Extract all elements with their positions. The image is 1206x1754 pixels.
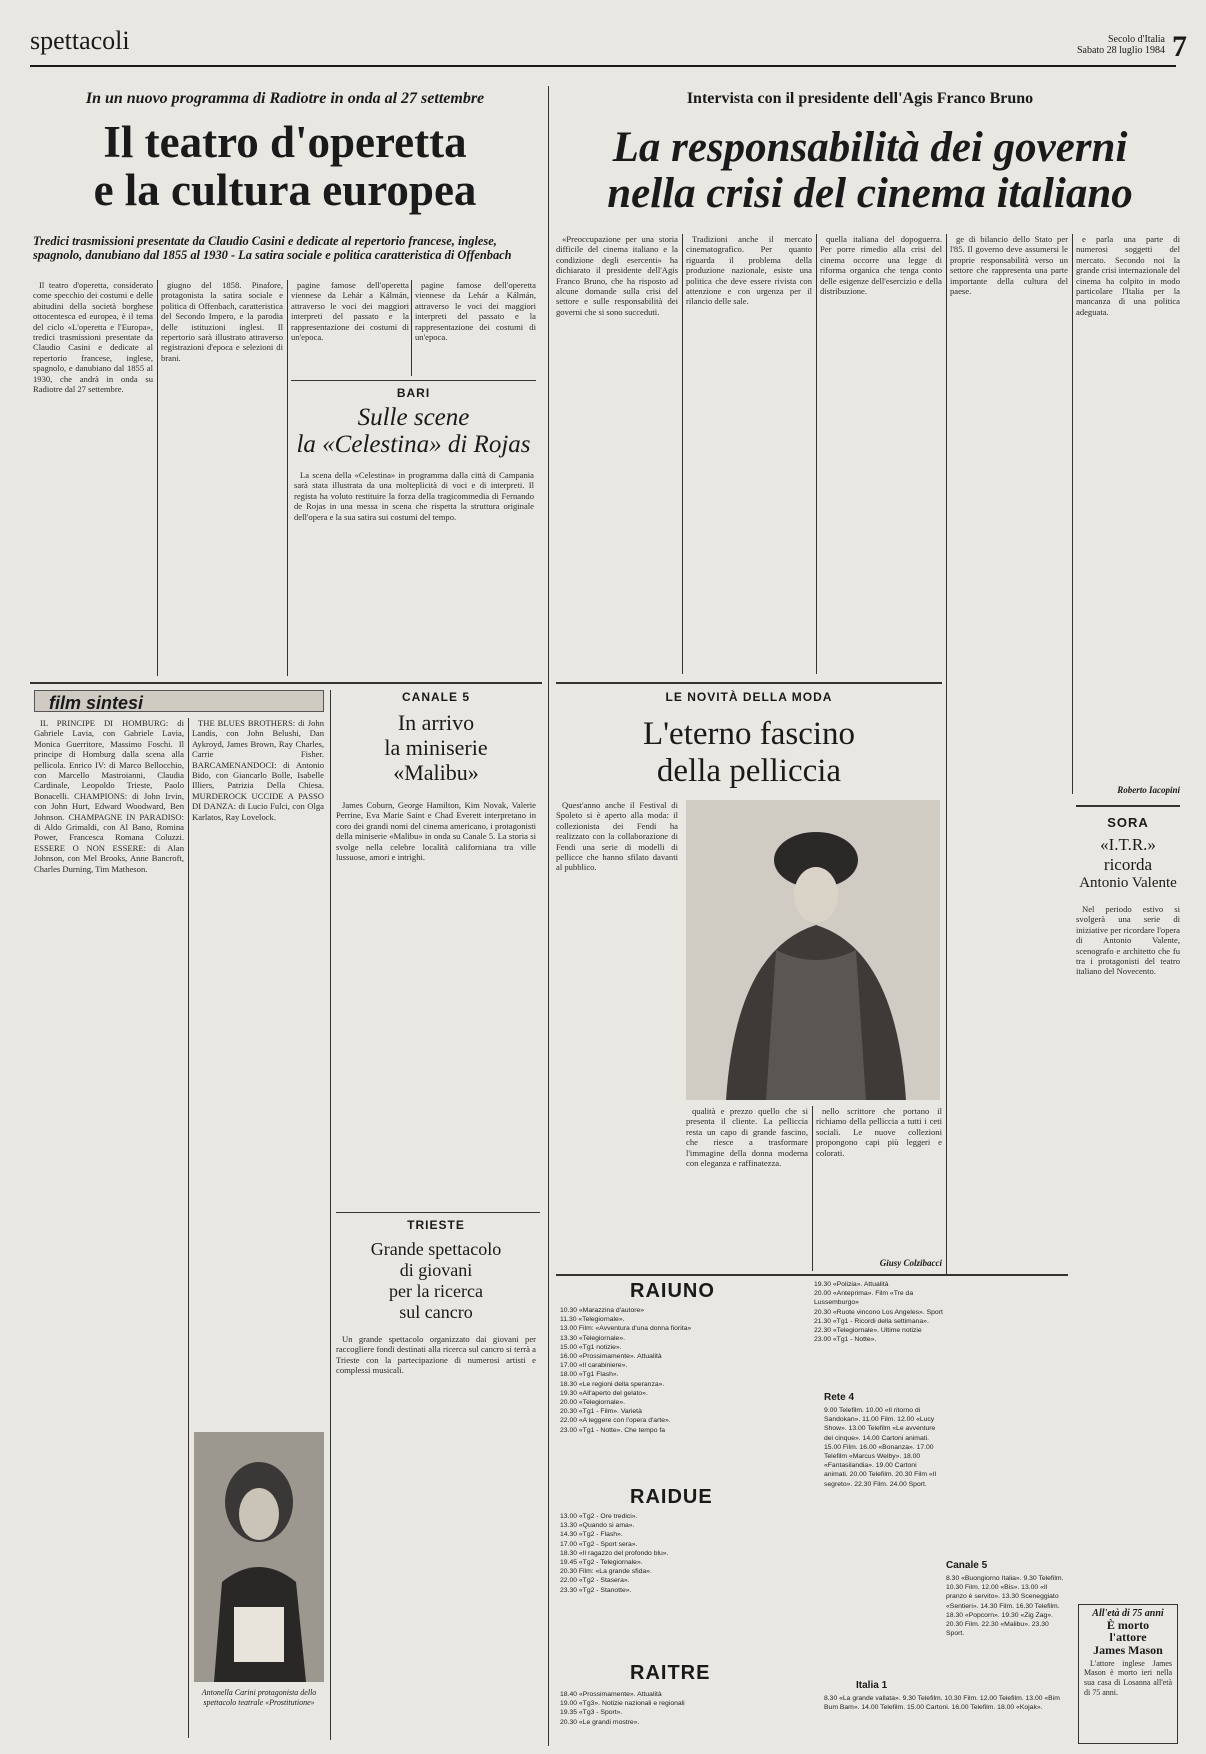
moda-col1: Quest'anno anche il Festival di Spoleto si è aperto alla moda: il collezionista dei Fendi ha realizzato con la collaborazione di Fendi una serie di modelli di pellicce che hanno sfilato davanti al pubblico.: [556, 800, 678, 873]
trieste-body: Un grande spettacolo organizzato dai giovani per raccogliere fondi destinati alla ricerca sul cancro si terrà a Trieste con la partecipazione di numerosi artisti e complessi musicali.: [336, 1334, 536, 1376]
raiuno-late-listing: 19.30 «Polizia». Attualità 20.00 «Anteprima». Film «Tre da Lussemburgo» 20.30 «Ruote vincono Los Angeles». Sport 21.30 «Tg1 - Ricordi della settimana». 22.30 «Telegiornale». Ultime notizie 23.00 «Tg1 - Notte».: [814, 1281, 943, 1344]
page-number: 7: [1172, 30, 1187, 63]
right-article-col1: «Preoccupazione per una storia difficile del cinema italiano e la condizione degli esercenti» ha dichiarato il presidente dell'Agis Franco Bruno, che ha risposto ad alcune domande sulla crisi del settore e sulle responsabilità dei governi che si sono succeduti.: [556, 234, 678, 317]
moda-headline-2: della pelliccia: [656, 753, 842, 789]
top-rule: [30, 65, 1176, 67]
right-article-col3: quella italiana del dopoguerra. Per porre rimedio alla crisi del cinema occorre una legge di riforma organica che tenga conto delle esigenze dell'esercizio e della distribuzione.: [820, 234, 942, 297]
film-sintesi-title: film sintesi: [34, 690, 324, 712]
mason-box: [1078, 1604, 1178, 1744]
trieste-headline-1: Grande spettacolo: [370, 1239, 502, 1259]
bari-headline-2: la «Celestina» di Rojas: [296, 431, 531, 458]
sora-headline-2: ricorda: [1103, 855, 1153, 874]
actress-photo-caption: Antonella Carini protagonista dello spettacolo teatrale «Prostitutione»: [201, 1688, 317, 1707]
canale5-listing: 8.30 «Buongiorno Italia». 9.30 Telefilm. 10.30 Film. 12.00 «Bis». 13.00 «Il pranzo è servito». 13.30 Sceneggiato «Sentieri». 14.30 Film. 16.30 Telefilm. 18.30 «Popcorn». 19.30 «Zig Zag». 20.30 Film. 22.30 «Malibu». 23.30 Sport.: [946, 1575, 1064, 1638]
right-article-col5: e parla una parte di numerosi soggetti del mercato. Secondo noi la grande crisi internazionale del cinema ha colpito in modo particolare l'Italia per la mancanza di una politica adeguata.: [1076, 234, 1180, 317]
raitre-logo: RAITRE: [630, 1662, 711, 1684]
canale5-tag: CANALE 5: [401, 690, 470, 704]
canale5-headline-1: In arrivo: [397, 710, 475, 735]
masthead-info: [1010, 34, 1165, 56]
moda-tag: LE NOVITÀ DELLA MODA: [665, 690, 833, 704]
mason-headline-4: James Mason: [1093, 1642, 1163, 1657]
raiuno-logo: RAIUNO: [630, 1280, 715, 1302]
right-kicker: Intervista con il presidente dell'Agis Franco Bruno: [686, 90, 1034, 107]
italia1-label: Italia 1: [856, 1680, 888, 1691]
actress-photo-illustration: [194, 1432, 324, 1682]
left-headline-1: Il teatro d'operetta: [103, 117, 467, 167]
canale5-listing-label: Canale 5: [946, 1560, 988, 1571]
right-article-col4: ge di bilancio dello Stato per l'85. Il governo deve assumersi le proprie responsabilità verso un settore che rappresenta una parte importante della cultura del paese.: [950, 234, 1068, 297]
issue-date: Sabato 28 luglio 1984: [1076, 45, 1165, 56]
left-article-col4: pagine famose dell'operetta viennese da Lehár a Kálmán, attraverso le voci dei maggiori interpreti del passato e la rappresentazione dei costumi di un'epoca.: [415, 280, 536, 343]
left-article-col2: giugno del 1858. Pinafore, protagonista la satira sociale e politica di Offenbach, caratteristica del Secondo Impero, e la parodia delle istituzioni inglesi. Il repertorio sarà illustrato attraverso registrazioni d'epoca e selezioni di brani.: [161, 280, 283, 363]
mason-headline-2: È morto: [1106, 1618, 1150, 1633]
moda-signature: Giusy Colzibacci: [879, 1258, 942, 1268]
right-article-col2: Tradizioni anche il mercato cinematografico. Per quanto riguarda il problema della produzione nazionale, esiste una politica che deve essere rivista con attenzione e con urgenza per il rilancio delle sale.: [686, 234, 812, 307]
actress-photo: [194, 1432, 324, 1682]
left-article-col3: pagine famose dell'operetta viennese da Lehár a Kálmán, attraverso le voci dei maggiori interpreti del passato e la rappresentazione dei costumi di un'epoca.: [291, 280, 409, 343]
trieste-tag: TRIESTE: [407, 1218, 465, 1232]
bari-headline-1: Sulle scene: [357, 404, 470, 431]
rete4-listing: 9.00 Telefilm. 10.00 «Il ritorno di Sandokan». 11.00 Film. 12.00 «Lucy Show». 13.00 Telefilm «Le avventure dei cinque». 14.00 Cartoni animati. 15.00 Film. 16.00 «Bonanza». 17.00 Telefilm «Marcus Welby». 18.00 «Fantasilandia». 19.00 Cartoni animati. 20.00 Telefilm. 20.30 Film «Il segreto». 22.30 Film. 24.00 Sport.: [824, 1407, 937, 1488]
trieste-headline-4: sul cancro: [399, 1302, 473, 1322]
raiuno-listing: 10.30 «Marazzina d'autore» 11.30 «Telegiornale». 13.00 Film: «Avventura d'una donna fiorita» 13.30 «Telegiornale». 15.00 «Tg1 notizie». 16.00 «Prossimamente». Attualità 17.00 «Il carabiniere». 18.00 «Tg1 Flash». 18.30 «Le regioni della speranza». 19.30 «All'aperto del gelato». 20.00 «Telegiornale». 20.30 «Tg1 - Film». Varietà 22.00 «A leggere con l'opera d'arte». 23.00 «Tg1 - Notte». Che tempo fa: [560, 1307, 692, 1434]
right-headline-1: La responsabilità dei governi: [612, 124, 1128, 171]
italia1-listing: 8.30 «La grande vallata». 9.30 Telefilm. 10.30 Film. 12.00 Telefilm. 13.00 «Bim Bum Bam». 14.00 Telefilm. 15.00 Cartoni. 16.00 Telefilm. 18.00 «Kojak».: [824, 1695, 1060, 1712]
rete4-label: Rete 4: [824, 1392, 855, 1403]
film-sintesi-col2: THE BLUES BROTHERS: di John Landis, con John Belushi, Dan Aykroyd, James Brown, Ray Charles, Carrie Fisher. BARCAMENANDOCI: di Antonio Bido, con Giancarlo Bolle, Isabelle Illiers, Patrizia Della Chiesa. MURDEROCK UCCIDE A PASSO DI DANZA: di Lucio Fulci, con Olga Karlatos, Ray Lovelock.: [192, 718, 324, 822]
sora-headline-3: Antonio Valente: [1079, 875, 1177, 891]
raidue-logo: RAIDUE: [630, 1486, 713, 1508]
moda-headline-1: L'eterno fascino: [642, 716, 856, 752]
canale5-headline-3: «Malibu»: [393, 760, 479, 785]
raidue-listing: 13.00 «Tg2 - Ore tredici». 13.30 «Quando si ama». 14.30 «Tg2 - Flash». 17.00 «Tg2 - Sport sera». 18.30 «Il ragazzo del profondo blu». 19.45 «Tg2 - Telegiornale». 20.30 Film: «La grande sfida». 22.00 «Tg2 - Stasera». 23.30 «Tg2 - Stanotte».: [560, 1513, 669, 1594]
bari-tag: BARI: [396, 386, 431, 400]
moda-col2: qualità e prezzo quello che si presenta il cliente. La pelliccia resta un capo di grande fascino, che riesce a trasformare l'immagine della donna moderna con eleganza e raffinatezza.: [686, 1106, 808, 1169]
left-subhead: Tredici trasmissioni presentate da Claudio Casini e dedicate al repertorio francese, inglese, spagnolo, danubiano dal 1855 al 1930 - La satira sociale e politica caratteristica di Offenbach: [33, 234, 512, 262]
film-sintesi-col1: IL PRINCIPE DI HOMBURG: di Gabriele Lavia, con Gabriele Lavia, Monica Guerritore, Massimo Foschi. Il principe di Homburg dalla scena alla pellicola. Enrico IV: di Marco Bellocchio, con Marcello Mastroianni, Claudia Cardinale, Leopoldo Trieste, Paolo Bonacelli. CHAMPIONS: di John Irvin, con John Hurt, Edward Woodward, Ben Johnson. CHAMPAGNE IN PARADISO: di Aldo Grimaldi, con Al Bano, Romina Power, Francesca Romana Coluzzi. ESSERE O NON ESSERE: di Alan Johnson, con Mel Brooks, Anne Bancroft, Charles Durning, Tim Matheson.: [34, 718, 184, 874]
left-kicker: In un nuovo programma di Radiotre in onda al 27 settembre: [85, 90, 485, 107]
bari-body: La scena della «Celestina» in programma dalla città di Campania sarà stata illustrata da una molteplicità di voci e di interpreti. Il regista ha voluto restituire la forza della tragicommedia di Fernando de Rojas in una messa in scena che rispetta la struttura originale dell'opera e la sua satira sui costumi del tempo.: [294, 470, 534, 522]
canale5-body: James Coburn, George Hamilton, Kim Novak, Valerie Perrine, Eva Marie Saint e Chad Everett interpretano in coro dei grandi nomi del cinema americano, i protagonisti della miniserie «Malibu» in onda su Canale 5. La storia si svolge nella celebre località californiana tra ville lussuose, amori e intrighi.: [336, 800, 536, 863]
mason-headline-1: All'età di 75 anni: [1092, 1608, 1164, 1619]
right-headline-2: nella crisi del cinema italiano: [607, 170, 1133, 217]
left-headline-2: e la cultura europea: [93, 165, 477, 215]
raitre-listing: 18.40 «Prossimamente». Attualità 19.00 «Tg3». Notizie nazionali e regionali 19.35 «Tg3 - Sport». 20.30 «Le grandi mostre».: [560, 1691, 685, 1726]
section-title: spettacoli: [30, 26, 130, 55]
fur-coat-photo: [686, 800, 940, 1100]
trieste-headline-2: di giovani: [399, 1260, 473, 1280]
trieste-headline-3: per la ricerca: [389, 1281, 483, 1301]
fur-coat-illustration: [686, 800, 940, 1100]
moda-col3: nello scrittore che portano il richiamo della pelliccia a tutti i ceti sociali. Le nuove collezioni propongono capi più leggeri e colorati.: [816, 1106, 942, 1158]
left-article-col1: Il teatro d'operetta, considerato come specchio dei costumi e delle abitudini della società borghese ottocentesca ed europea, è il tema del ciclo «L'operetta e l'Europa», tredici trasmissioni presentate da Claudio Casini e dedicate al repertorio francese, inglese, spagnolo, e danubiano dal 1855 al 1930, che andrà in onda su Radiotre dal 27 settembre.: [33, 280, 153, 395]
mason-body: L'attore inglese James Mason è morto ieri nella sua casa di Losanna all'età di 75 anni.: [1084, 1658, 1172, 1697]
sora-body: Nel periodo estivo si svolgerà una serie di iniziative per ricordare l'opera di Antonio Valente, scenografo e architetto che fu tra i protagonisti del teatro italiano del Novecento.: [1076, 904, 1180, 977]
canale5-headline-2: la miniserie: [384, 735, 488, 760]
mason-headline-3: l'attore: [1109, 1630, 1147, 1645]
sora-headline-1: «I.T.R.»: [1100, 835, 1156, 854]
sora-tag: SORA: [1107, 815, 1149, 830]
paper-name: Secolo d'Italia: [1107, 34, 1165, 45]
right-article-signature: Roberto Iacopini: [1117, 785, 1180, 795]
